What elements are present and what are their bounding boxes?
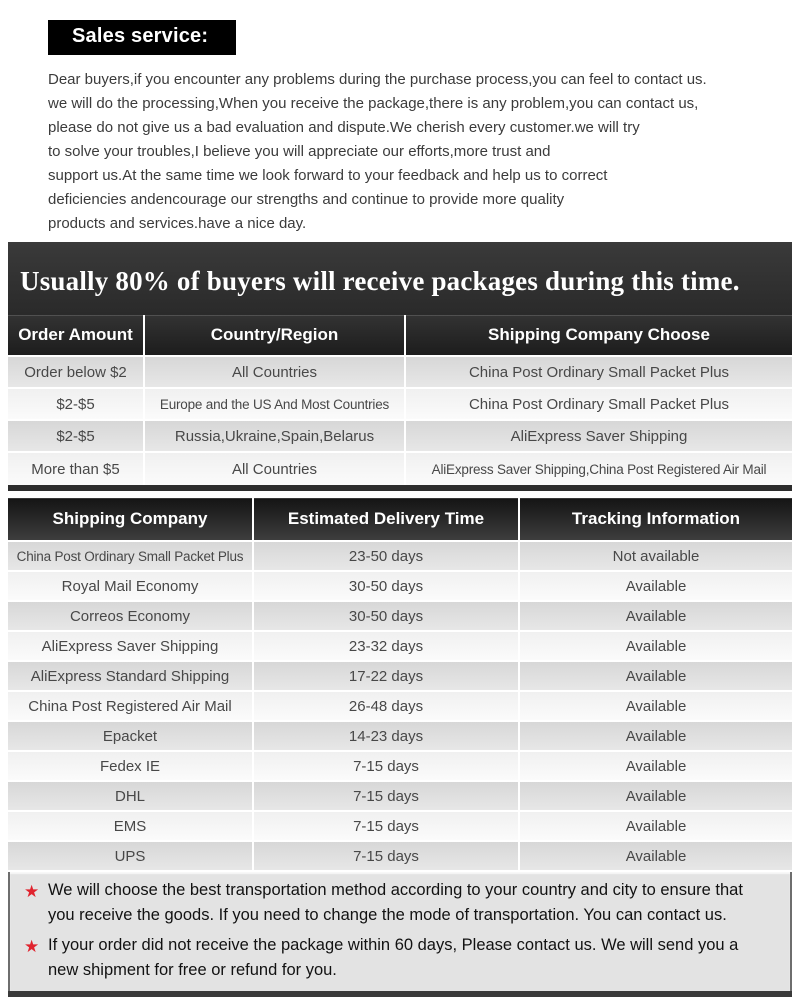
intro-line: support us.At the same time we look forward to your feedback and help us to correct <box>48 167 608 184</box>
table-row <box>8 782 792 812</box>
intro-line: Dear buyers,if you encounter any problems during the purchase process,you can feel to contact us. <box>48 71 707 88</box>
table-cell: AliExpress Saver Shipping,China Post Registered Air Mail <box>404 453 792 485</box>
table-cell: Available <box>518 722 792 750</box>
table-cell: Available <box>518 812 792 840</box>
column-header-country-region: Country/Region <box>143 315 404 355</box>
table-cell: Order below $2 <box>24 363 127 381</box>
table-row <box>8 453 792 485</box>
table-cell: China Post Ordinary Small Packet Plus <box>404 389 792 419</box>
table-cell: Europe and the US And Most Countries <box>143 389 404 419</box>
table-cell: 7-15 days <box>252 812 518 840</box>
table-cell: AliExpress Standard Shipping <box>30 667 230 685</box>
table-cell: Available <box>518 662 792 690</box>
table-row <box>8 632 792 662</box>
order-shipping-table-header <box>8 315 792 357</box>
table-row <box>8 602 792 632</box>
delivery-time-table-header <box>8 498 792 542</box>
column-header-shipping-company-choose: Shipping Company Choose <box>404 315 792 355</box>
table-cell: More than $5 <box>31 460 120 478</box>
table-row <box>8 812 792 842</box>
intro-paragraph <box>48 68 754 236</box>
star-icon: ★ <box>24 882 40 901</box>
intro-line: we will do the processing,When you receive the package,there is any problem,you can contact us, <box>48 95 699 112</box>
table-cell: Available <box>518 572 792 600</box>
table-cell: China Post Ordinary Small Packet Plus <box>16 548 244 564</box>
table-cell: Royal Mail Economy <box>61 577 199 595</box>
table-cell: Russia,Ukraine,Spain,Belarus <box>143 421 404 451</box>
note-line: We will choose the best transportation method according to your country and city to ensure that <box>48 881 743 899</box>
shipping-time-banner-title: Usually 80% of buyers will receive packages during this time. <box>8 242 792 315</box>
table-row <box>8 357 792 389</box>
note-line: you receive the goods. If you need to change the mode of transportation. You can contact us. <box>48 906 727 924</box>
delivery-time-section <box>8 498 792 997</box>
table-cell: Available <box>518 602 792 630</box>
table-cell: 17-22 days <box>252 662 518 690</box>
table-cell: All Countries <box>143 357 404 387</box>
table-cell: $2-$5 <box>56 395 95 413</box>
table-cell: EMS <box>113 817 147 835</box>
column-header-tracking-information: Tracking Information <box>518 498 792 540</box>
note-item <box>24 878 774 928</box>
intro-line: products and services.have a nice day. <box>48 215 307 232</box>
table-row <box>8 542 792 572</box>
table-cell: All Countries <box>143 453 404 485</box>
table-cell: $2-$5 <box>56 427 95 445</box>
table-cell: 26-48 days <box>252 692 518 720</box>
table-cell: Fedex IE <box>99 757 161 775</box>
order-shipping-table <box>8 315 792 485</box>
table-cell: Available <box>518 632 792 660</box>
column-header-shipping-company: Shipping Company <box>52 509 208 528</box>
table-row <box>8 389 792 421</box>
intro-line: to solve your troubles,I believe you will appreciate our efforts,more trust and <box>48 143 551 160</box>
table-cell: Not available <box>518 542 792 570</box>
intro-line: deficiencies andencourage our strengths and continue to provide more quality <box>48 191 565 208</box>
table-cell: Correos Economy <box>69 607 191 625</box>
table-cell: Epacket <box>102 727 158 745</box>
note-line: new shipment for free or refund for you. <box>48 961 337 979</box>
table-cell: 14-23 days <box>252 722 518 750</box>
table-cell: AliExpress Saver Shipping <box>41 637 219 655</box>
table-cell: UPS <box>114 847 146 865</box>
table-cell: 7-15 days <box>252 842 518 870</box>
shipping-notes <box>8 872 792 991</box>
table-row <box>8 572 792 602</box>
table-cell: Available <box>518 782 792 810</box>
note-item <box>24 933 774 983</box>
table-row <box>8 662 792 692</box>
column-header-order-amount: Order Amount <box>18 325 133 344</box>
sales-service-badge: Sales service: <box>48 20 236 55</box>
table-cell: 7-15 days <box>252 782 518 810</box>
shipping-choice-section <box>8 242 792 491</box>
table-cell: AliExpress Saver Shipping <box>404 421 792 451</box>
table-cell: 30-50 days <box>252 572 518 600</box>
table-cell: DHL <box>114 787 145 805</box>
bottom-border-bar <box>8 991 792 997</box>
table-cell: China Post Registered Air Mail <box>28 697 232 715</box>
note-line: If your order did not receive the package within 60 days, Please contact us. We will send you a <box>48 936 739 954</box>
table-cell: Available <box>518 692 792 720</box>
table-cell: 23-50 days <box>252 542 518 570</box>
table-row <box>8 752 792 782</box>
table-cell: Available <box>518 842 792 870</box>
delivery-time-table <box>8 498 792 872</box>
table-row <box>8 842 792 872</box>
table-cell: China Post Ordinary Small Packet Plus <box>404 357 792 387</box>
table-cell: 30-50 days <box>252 602 518 630</box>
table-cell: 7-15 days <box>252 752 518 780</box>
table-row <box>8 692 792 722</box>
star-icon: ★ <box>24 937 40 956</box>
table-row <box>8 722 792 752</box>
table-cell: 23-32 days <box>252 632 518 660</box>
column-header-estimated-delivery-time: Estimated Delivery Time <box>252 498 518 540</box>
table-cell: Available <box>518 752 792 780</box>
table-row <box>8 421 792 453</box>
intro-line: please do not give us a bad evaluation and dispute.We cherish every customer.we will try <box>48 119 640 136</box>
